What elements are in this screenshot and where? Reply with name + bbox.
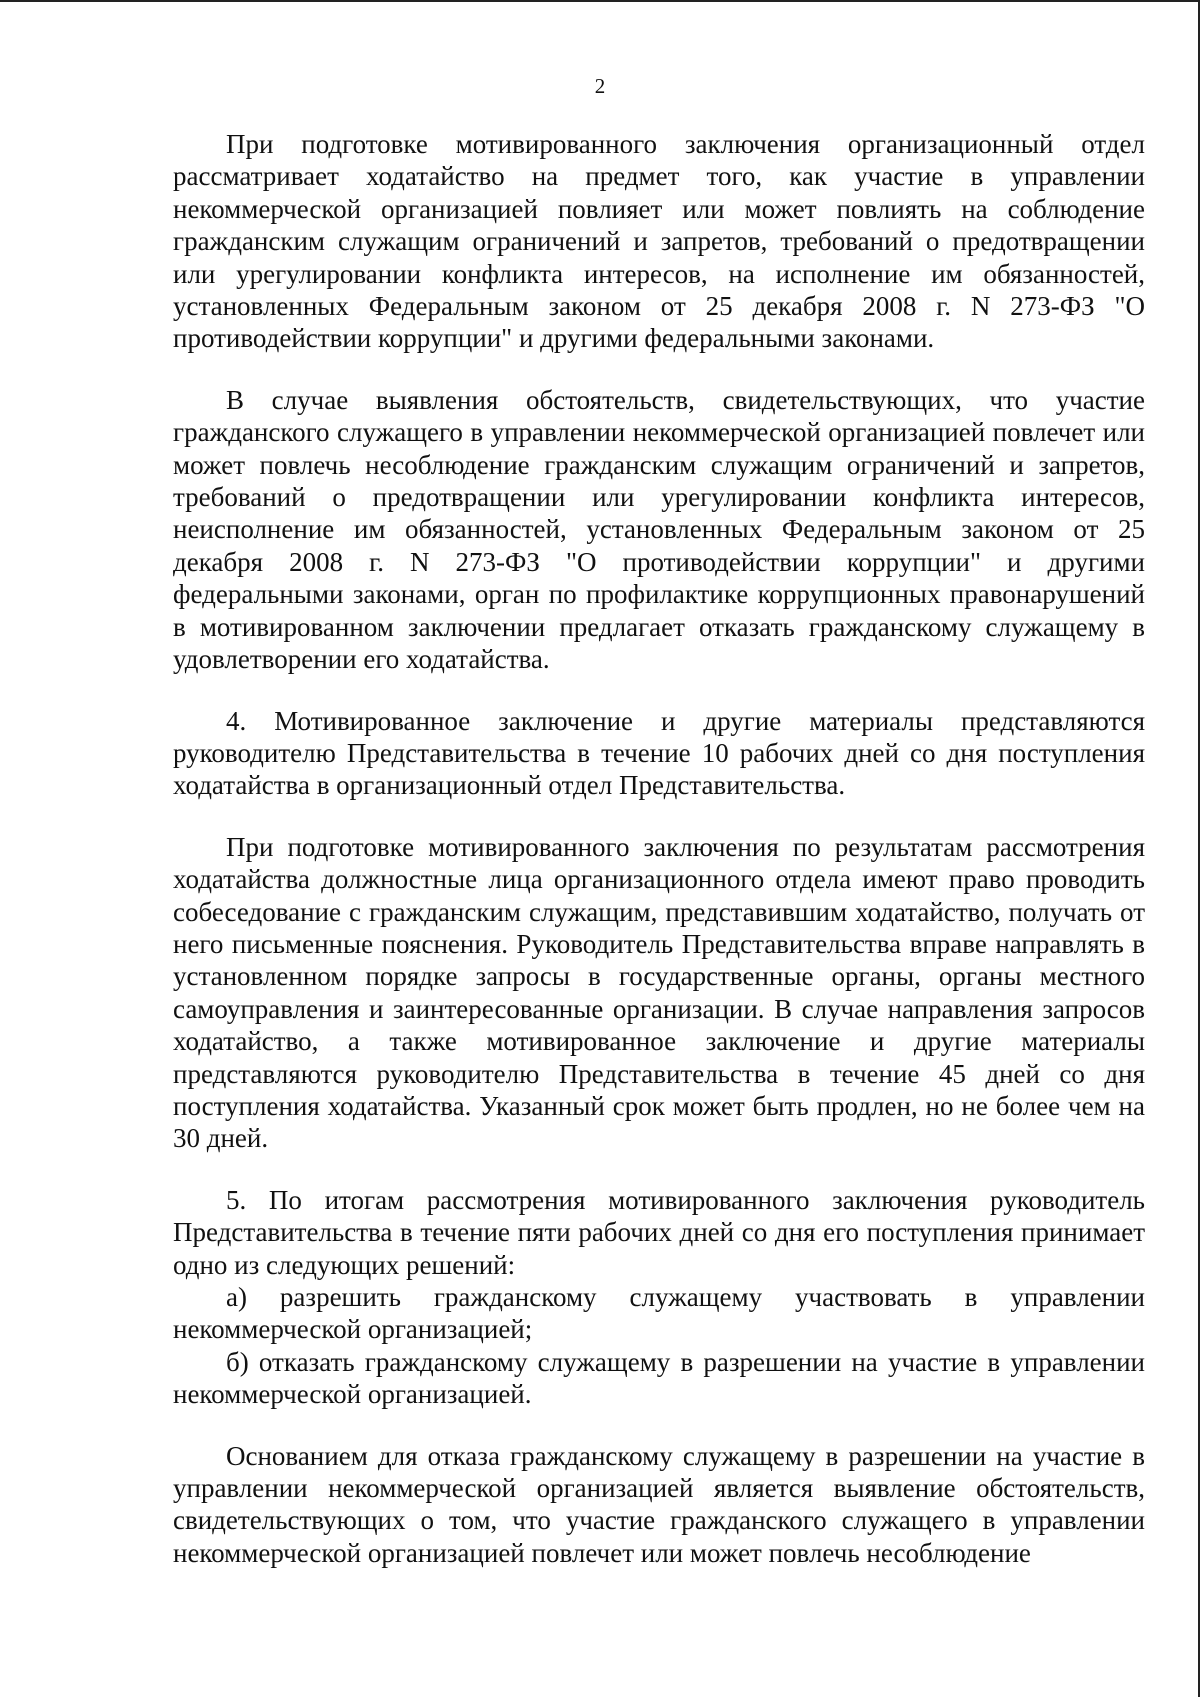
- paragraph-decision-a: а) разрешить гражданскому служащему участвовать в управлении некоммерческой организацией;: [173, 1282, 1145, 1345]
- paragraph-decision-b: б) отказать гражданскому служащему в разрешении на участие в управлении некоммерческой организацией.: [173, 1346, 1145, 1410]
- document-body: [173, 128, 1145, 1569]
- paragraph-item-4: 4. Мотивированное заключение и другие материалы представляются руководителю Представительства в течение 10 рабочих дней со дня поступления ходатайства в организационный отдел Представительства.: [173, 705, 1145, 801]
- paragraph-refusal-proposal: В случае выявления обстоятельств, свидетельствующих, что участие гражданского служащего в управлении некоммерческой организацией повлечет или может повлечь несоблюдение гражданским служащим ограничений и запретов, требований о предотвращении или урегулировании конфликта интересов, неисполнение им обязанностей, установленных Федеральным законом от 25 декабря 2008 г. N 273-ФЗ "О противодействии коррупции" и другими федеральными законами, орган по профилактике коррупционных правонарушений в мотивированном заключении предлагает отказать гражданскому служащему в удовлетворении его ходатайства.: [173, 384, 1145, 675]
- paragraph-officials-rights: При подготовке мотивированного заключения по результатам рассмотрения ходатайства должностные лица организационного отдела имеют право проводить собеседование с гражданским служащим, представившим ходатайство, получать от него письменные пояснения. Руководитель Представительства вправе направлять в установленном порядке запросы в государственные органы, органы местного самоуправления и заинтересованные организации. В случае направления запросов ходатайство, а также мотивированное заключение и другие материалы представляются руководителю Представительства в течение 45 дней со дня поступления ходатайства. Указанный срок может быть продлен, но не более чем на 30 дней.: [173, 831, 1145, 1154]
- paragraph-item-5: 5. По итогам рассмотрения мотивированного заключения руководитель Представительства в течение пяти рабочих дней со дня его поступления принимает одно из следующих решений:: [173, 1184, 1145, 1280]
- paragraph-refusal-grounds: Основанием для отказа гражданскому служащему в разрешении на участие в управлении некоммерческой организацией является выявление обстоятельств, свидетельствующих о том, что участие гражданского служащего в управлении некоммерческой организацией повлечет или может повлечь несоблюдение: [173, 1440, 1145, 1568]
- paragraph-review-subject: При подготовке мотивированного заключения организационный отдел рассматривает ходатайство на предмет того, как участие в управлении некоммерческой организацией повлияет или может повлиять на соблюдение гражданским служащим ограничений и запретов, требований о предотвращении или урегулировании конфликта интересов, на исполнение им обязанностей, установленных Федеральным законом от 25 декабря 2008 г. N 273-ФЗ "О противодействии коррупции" и другими федеральными законами.: [173, 129, 1145, 354]
- page-number: 2: [594, 74, 606, 98]
- scan-border-top: [0, 0, 1200, 2]
